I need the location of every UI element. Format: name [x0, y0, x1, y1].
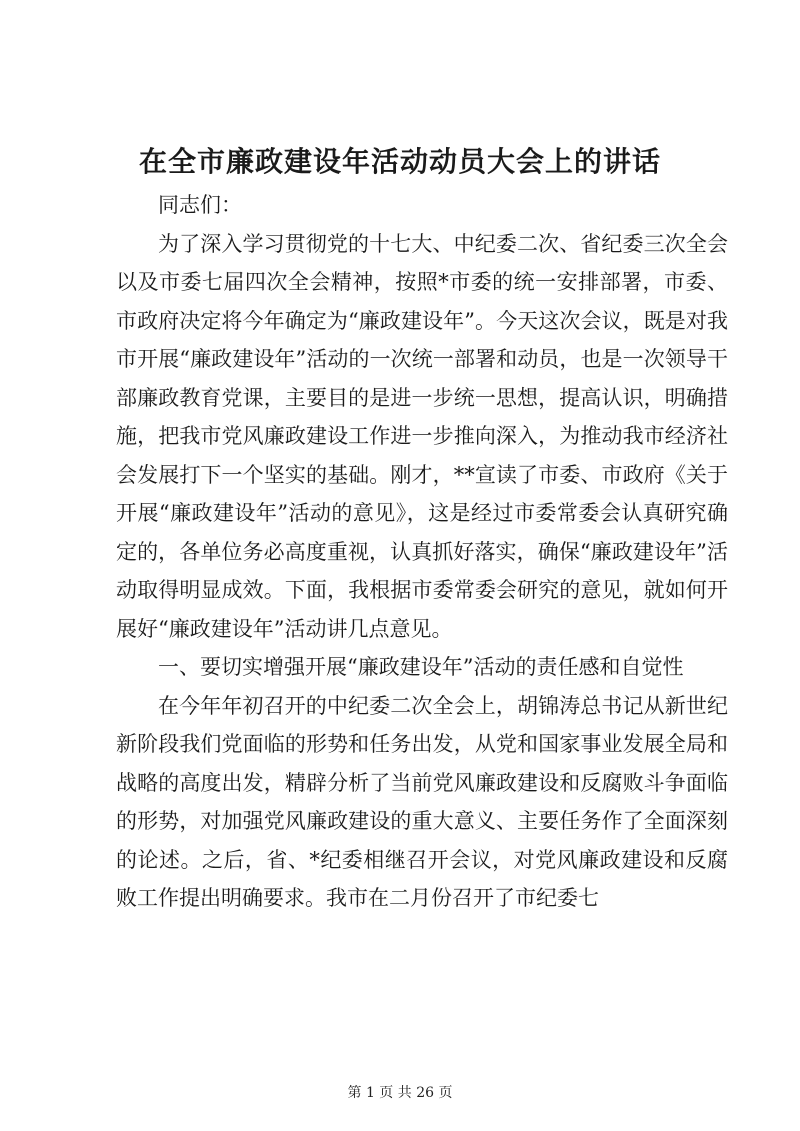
salutation: 同志们： — [158, 193, 242, 217]
document-body — [116, 186, 728, 918]
section-heading-1: 一、要切实增强开展“廉政建设年”活动的责任感和自觉性 — [158, 655, 684, 679]
page-number-footer: 第 1 页 共 26 页 — [347, 1085, 453, 1101]
paragraph-intro: 为了深入学习贯彻党的十七大、中纪委二次、省纪委三次全会以及市委七届四次全会精神，按照*市委的统一安排部署，市委、市政府决定将今年确定为“廉政建设年”。今天这次会议，既是对我市开展“廉政建设年”活动的一次统一部署和动员，也是一次领导干部廉政教育党课，主要目的是进一步统一思想，提高认识，明确措施，把我市党风廉政建设工作进一步推向深入，为推动我市经济社会发展打下一个坚实的基础。刚才，**宣读了市委、市政府《关于开展“廉政建设年”活动的意见》，这是经过市委常委会认真研究确定的，各单位务必高度重视，认真抓好落实，确保“廉政建设年”活动取得明显成效。下面，我根据市委常委会研究的意见，就如何开展好“廉政建设年”活动讲几点意见。 — [116, 231, 728, 641]
page-title: 在全市廉政建设年活动动员大会上的讲话 — [138, 145, 661, 178]
paragraph-section-1: 在今年年初召开的中纪委二次全会上，胡锦涛总书记从新世纪新阶段我们党面临的形势和任务出发，从党和国家事业发展全局和战略的高度出发，精辟分析了当前党风廉政建设和反腐败斗争面临的形势，对加强党风廉政建设的重大意义、主要任务作了全面深刻的论述。之后，省、*纪委相继召开会议，对党风廉政建设和反腐败工作提出明确要求。我市在二月份召开了市纪委七 — [116, 693, 728, 910]
